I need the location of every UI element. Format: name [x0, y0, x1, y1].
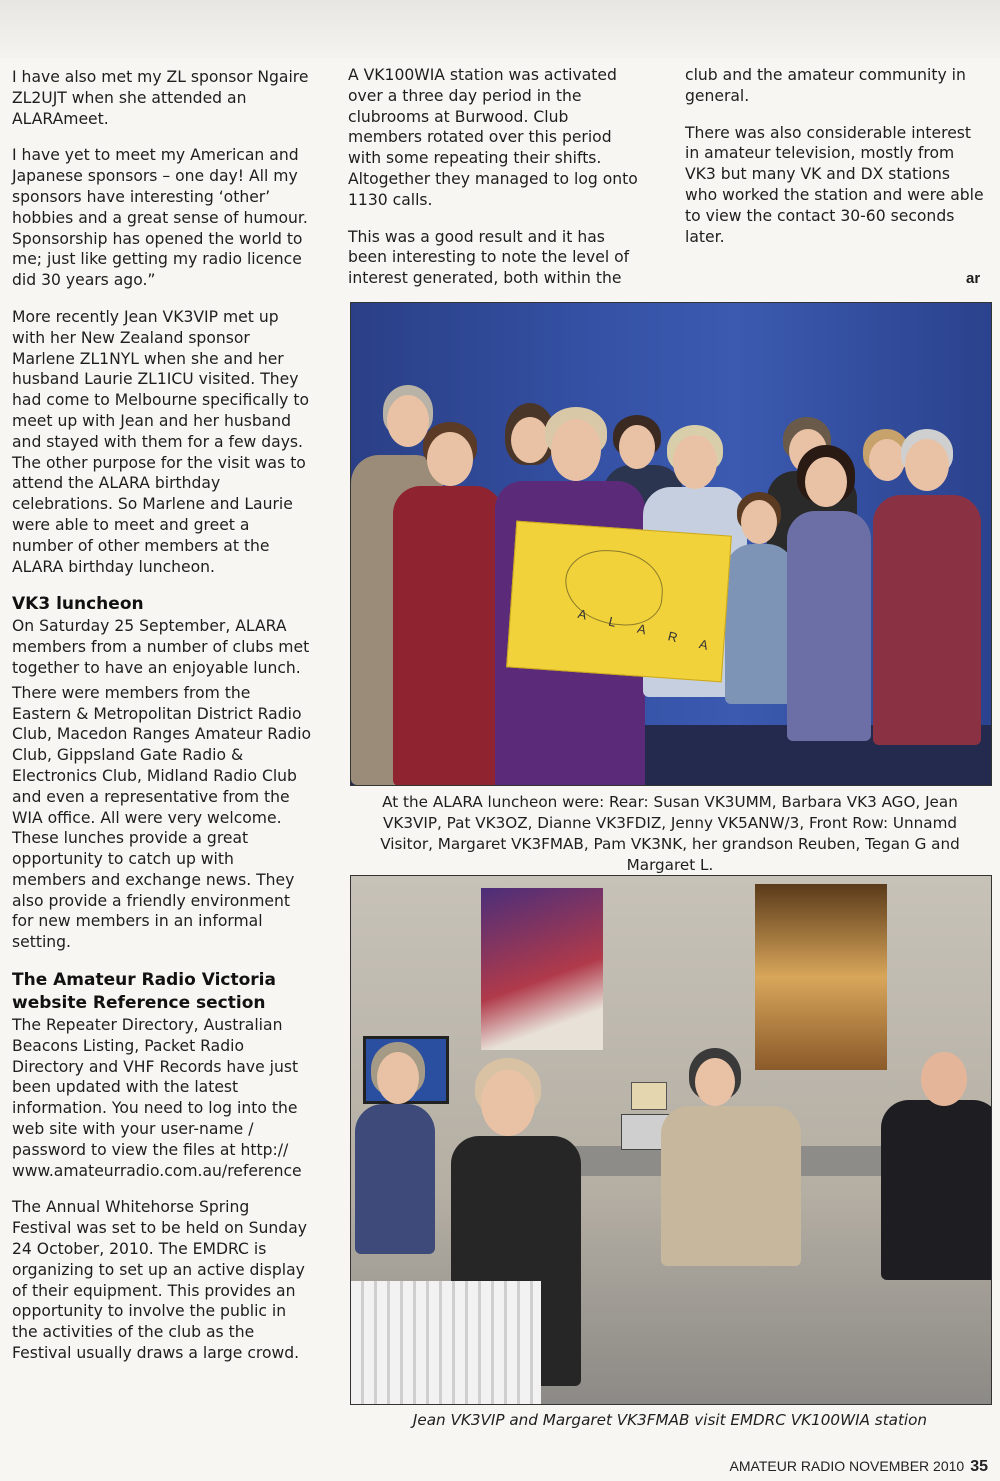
paragraph: I have also met my ZL sponsor Ngaire ZL2UJT when she attended an ALARAmeet.: [12, 68, 309, 128]
publication-name: AMATEUR RADIO NOVEMBER 2010: [729, 1458, 965, 1474]
paragraph: The Repeater Directory, Australian Beacons Listing, Packet Radio Directory and VHF Records have just been updated with the latest information. You need to log into the web site with your user-name / password to view the files at http:// www.amateurradio.com.au/reference: [12, 1016, 302, 1180]
section-heading-arv-reference: The Amateur Radio Victoria website Reference section: [12, 970, 276, 1014]
paragraph: The Annual Whitehorse Spring Festival was set to be held on Sunday 24 October, 2010. The EMDRC is organizing to set up an active display of their equipment. This provides an opportunity to involve the public in the activities of the club as the Festival usually draws a large crowd.: [12, 1198, 307, 1363]
paragraph: A VK100WIA station was activated over a three day period in the clubrooms at Burwood. Club members rotated over this period with some repeating their shifts. Altogether they managed to log onto 1130 calls.: [348, 66, 638, 209]
paragraph: There were members from the Eastern & Metropolitan District Radio Club, Macedon Ranges Amateur Radio Club, Gippsland Gate Radio & Electronics Club, Midland Radio Club and even a representative from the WIA office. All were very welcome. These lunches provide a great opportunity to catch up with members and exchange news. They also provide a friendly environment for new members in an informal setting.: [12, 683, 312, 952]
group-photo: [350, 302, 992, 786]
flag-text: A L A R A: [576, 605, 720, 656]
group-photo-caption: At the ALARA luncheon were: Rear: Susan VK3UMM, Barbara VK3 AGO, Jean VK3VIP, Pat VK3OZ, Dianne VK3FDIZ, Jenny VK5ANW/3, Front Row: Unnamd Visitor, Margaret VK3FMAB, Pam VK3NK, her grandson Reuben, Tegan G and Margaret L.: [380, 793, 960, 874]
alara-flag: [506, 521, 732, 683]
station-photo-caption: Jean VK3VIP and Margaret VK3FMAB visit EMDRC VK100WIA station: [412, 1411, 928, 1429]
column-3: [685, 65, 985, 263]
radiator: [351, 1281, 541, 1404]
station-photo: [350, 875, 992, 1405]
paragraph: There was also considerable interest in amateur television, mostly from VK3 but many VK and DX stations who worked the station and were able to view the contact 30-60 seconds later.: [685, 123, 984, 246]
paragraph: On Saturday 25 September, ALARA members from a number of clubs met together to have an enjoyable lunch.: [12, 617, 310, 677]
page-footer: [730, 1458, 988, 1476]
column-1: [12, 67, 312, 1380]
paragraph: This was a good result and it has been interesting to note the level of interest generated, both within the: [348, 227, 630, 288]
article-end-mark: ar: [966, 270, 981, 287]
poster: [755, 884, 887, 1070]
paragraph: I have yet to meet my American and Japanese sponsors – one day! All my sponsors have interesting ‘other’ hobbies and a great sense of humour. Sponsorship has opened the world to me; just like getting my radio licence did 30 years ago.”: [12, 146, 308, 290]
poster: [481, 888, 603, 1050]
page-header-strip: [0, 0, 1000, 58]
paragraph: More recently Jean VK3VIP met up with her New Zealand sponsor Marlene ZL1NYL when she and her husband Laurie ZL1ICU visited. They had come to Melbourne specifically to meet up with Jean and her husband and stayed with them for a few days. The other purpose for the visit was to attend the ALARA birthday celebrations. So Marlene and Laurie were able to meet and greet a number of other members at the ALARA birthday luncheon.: [12, 307, 310, 576]
column-2: [348, 65, 646, 305]
page-number: 35: [970, 1458, 988, 1475]
paragraph: club and the amateur community in general.: [685, 66, 966, 105]
section-heading-vk3-luncheon: VK3 luncheon: [12, 594, 144, 615]
display-box: [631, 1082, 667, 1110]
